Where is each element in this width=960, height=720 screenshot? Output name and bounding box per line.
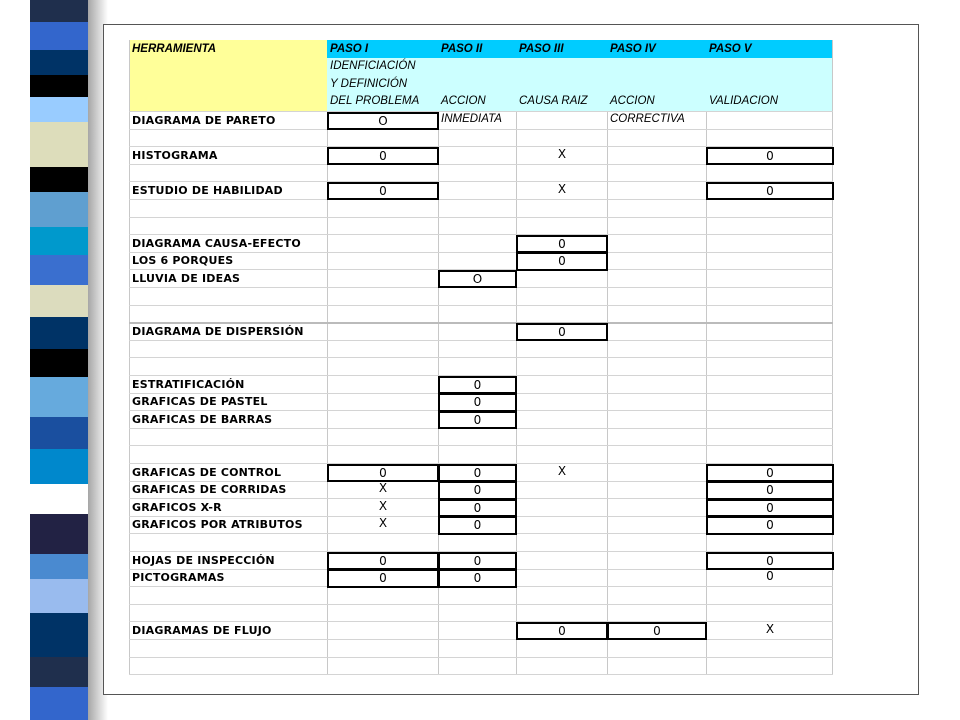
header-desc-cell bbox=[706, 58, 833, 111]
mark-cell: X bbox=[378, 498, 388, 513]
boxed-mark-cell: 0 bbox=[706, 499, 834, 518]
grid-horizontal-line bbox=[129, 252, 833, 253]
grid-horizontal-line bbox=[129, 217, 833, 218]
boxed-mark-cell: 0 bbox=[438, 464, 517, 483]
boxed-mark-cell: 0 bbox=[607, 622, 707, 641]
tool-name: ESTRATIFICACIÓN bbox=[132, 377, 245, 391]
tool-name: PICTOGRAMAS bbox=[132, 571, 225, 585]
header-desc-label: ACCION INMEDIATA bbox=[441, 95, 502, 125]
boxed-mark-cell: 0 bbox=[516, 622, 608, 641]
boxed-mark-cell: 0 bbox=[438, 552, 517, 571]
header-desc-label: CAUSA RAIZ bbox=[519, 95, 588, 108]
header-paso-label: PASO IV bbox=[610, 43, 656, 55]
header-desc-label: IDENFICIACIÓN Y DEFINICIÓN DEL PROBLEMA bbox=[330, 60, 420, 108]
header-paso-cell bbox=[327, 40, 438, 58]
grid-horizontal-line bbox=[129, 674, 833, 675]
tool-name: LOS 6 PORQUES bbox=[132, 254, 234, 268]
grid-horizontal-line bbox=[129, 445, 833, 446]
header-herramienta-cell bbox=[129, 40, 327, 111]
boxed-mark-cell: 0 bbox=[706, 464, 834, 483]
boxed-mark-cell: 0 bbox=[706, 182, 834, 201]
boxed-mark-cell: O bbox=[327, 112, 439, 131]
header-desc-cell bbox=[438, 58, 516, 125]
tool-name: DIAGRAMA DE DISPERSIÓN bbox=[132, 324, 304, 338]
boxed-mark-cell: 0 bbox=[516, 252, 608, 271]
mark-cell: X bbox=[557, 146, 567, 161]
header-desc-label: VALIDACION bbox=[709, 95, 779, 108]
boxed-mark-cell: 0 bbox=[438, 376, 517, 395]
stripe-segment bbox=[30, 50, 88, 76]
boxed-mark-cell: 0 bbox=[438, 393, 517, 412]
stripe-segment bbox=[30, 97, 88, 123]
stripe-segment bbox=[30, 227, 88, 256]
stripe-segment bbox=[30, 255, 88, 286]
boxed-mark-cell: 0 bbox=[516, 323, 608, 342]
boxed-mark-cell: 0 bbox=[706, 516, 834, 535]
tool-name: DIAGRAMA DE PARETO bbox=[132, 113, 276, 127]
mark-cell: X bbox=[557, 463, 567, 478]
header-paso-label: PASO III bbox=[519, 43, 564, 55]
grid-horizontal-line bbox=[129, 305, 833, 306]
stripe-segment bbox=[30, 613, 88, 658]
tool-name: HOJAS DE INSPECCIÓN bbox=[132, 553, 275, 567]
spreadsheet-table bbox=[129, 40, 833, 681]
boxed-mark-cell: O bbox=[438, 270, 517, 289]
header-paso-cell bbox=[607, 40, 706, 58]
tool-name: LLUVIA DE IDEAS bbox=[132, 271, 241, 285]
stripe-segment bbox=[30, 484, 88, 515]
stripe-segment bbox=[30, 192, 88, 228]
header-desc-label: ACCION CORRECTIVA bbox=[610, 95, 685, 125]
stripe-segment bbox=[30, 657, 88, 688]
tool-name: GRAFICAS DE CORRIDAS bbox=[132, 483, 287, 497]
stripe-segment bbox=[30, 514, 88, 555]
grid-horizontal-line bbox=[129, 657, 833, 658]
mark-cell: X bbox=[378, 516, 388, 531]
slide-frame bbox=[103, 24, 919, 695]
header-paso-label: PASO I bbox=[330, 43, 369, 55]
boxed-mark-cell: 0 bbox=[706, 481, 834, 500]
tool-name: DIAGRAMAS DE FLUJO bbox=[132, 623, 272, 637]
stripe-segment bbox=[30, 579, 88, 614]
boxed-mark-cell: 0 bbox=[706, 147, 834, 166]
header-paso-label: PASO V bbox=[709, 43, 752, 55]
header-paso-label: PASO II bbox=[441, 43, 483, 55]
tool-name: DIAGRAMA CAUSA-EFECTO bbox=[132, 236, 301, 250]
tool-name: GRAFICOS POR ATRIBUTOS bbox=[132, 518, 303, 532]
boxed-mark-cell: 0 bbox=[327, 147, 439, 166]
grid-horizontal-line bbox=[129, 129, 833, 130]
tool-name: GRAFICAS DE BARRAS bbox=[132, 412, 273, 426]
header-desc-cell bbox=[516, 58, 607, 111]
grid-horizontal-line bbox=[129, 357, 833, 358]
tool-name: GRAFICAS DE CONTROL bbox=[132, 465, 282, 479]
stripe-segment bbox=[30, 317, 88, 350]
stripe-segment bbox=[30, 167, 88, 193]
grid-horizontal-line bbox=[129, 604, 833, 605]
stripe-segment bbox=[30, 449, 88, 485]
stripe-segment bbox=[30, 285, 88, 318]
boxed-mark-cell: 0 bbox=[438, 481, 517, 500]
stripe-segment bbox=[30, 349, 88, 378]
stripe-segment bbox=[30, 75, 88, 98]
tool-name: GRAFICAS DE PASTEL bbox=[132, 395, 268, 409]
header-paso-cell bbox=[516, 40, 607, 58]
mark-cell: X bbox=[765, 621, 775, 636]
boxed-mark-cell: 0 bbox=[327, 569, 439, 588]
mark-cell: 0 bbox=[766, 569, 774, 584]
mark-cell: X bbox=[557, 181, 567, 196]
tool-name: ESTUDIO DE HABILIDAD bbox=[132, 183, 283, 197]
stripe-segment bbox=[30, 377, 88, 418]
stripe-segment bbox=[30, 0, 88, 23]
stripe-segment bbox=[30, 554, 88, 580]
boxed-mark-cell: 0 bbox=[706, 552, 834, 571]
boxed-mark-cell: 0 bbox=[438, 411, 517, 430]
decorative-stripe bbox=[30, 0, 88, 720]
tool-name: HISTOGRAMA bbox=[132, 148, 218, 162]
boxed-mark-cell: 0 bbox=[438, 516, 517, 535]
boxed-mark-cell: 0 bbox=[438, 499, 517, 518]
mark-cell: X bbox=[378, 481, 388, 496]
stripe-segment bbox=[30, 122, 88, 168]
stripe-segment bbox=[30, 22, 88, 51]
boxed-mark-cell: 0 bbox=[438, 569, 517, 588]
boxed-mark-cell: 0 bbox=[327, 182, 439, 201]
stripe-segment bbox=[30, 687, 88, 720]
header-paso-cell bbox=[706, 40, 833, 58]
tool-name: GRAFICOS X-R bbox=[132, 500, 222, 514]
header-paso-cell bbox=[438, 40, 516, 58]
grid-horizontal-line bbox=[129, 340, 833, 341]
stripe-segment bbox=[30, 417, 88, 450]
header-desc-cell bbox=[327, 58, 438, 111]
header-desc-cell bbox=[607, 58, 706, 125]
boxed-mark-cell: 0 bbox=[327, 552, 439, 571]
boxed-mark-cell: 0 bbox=[327, 464, 439, 483]
header-herramienta-label: HERRAMIENTA bbox=[132, 43, 217, 55]
boxed-mark-cell: 0 bbox=[516, 235, 608, 254]
